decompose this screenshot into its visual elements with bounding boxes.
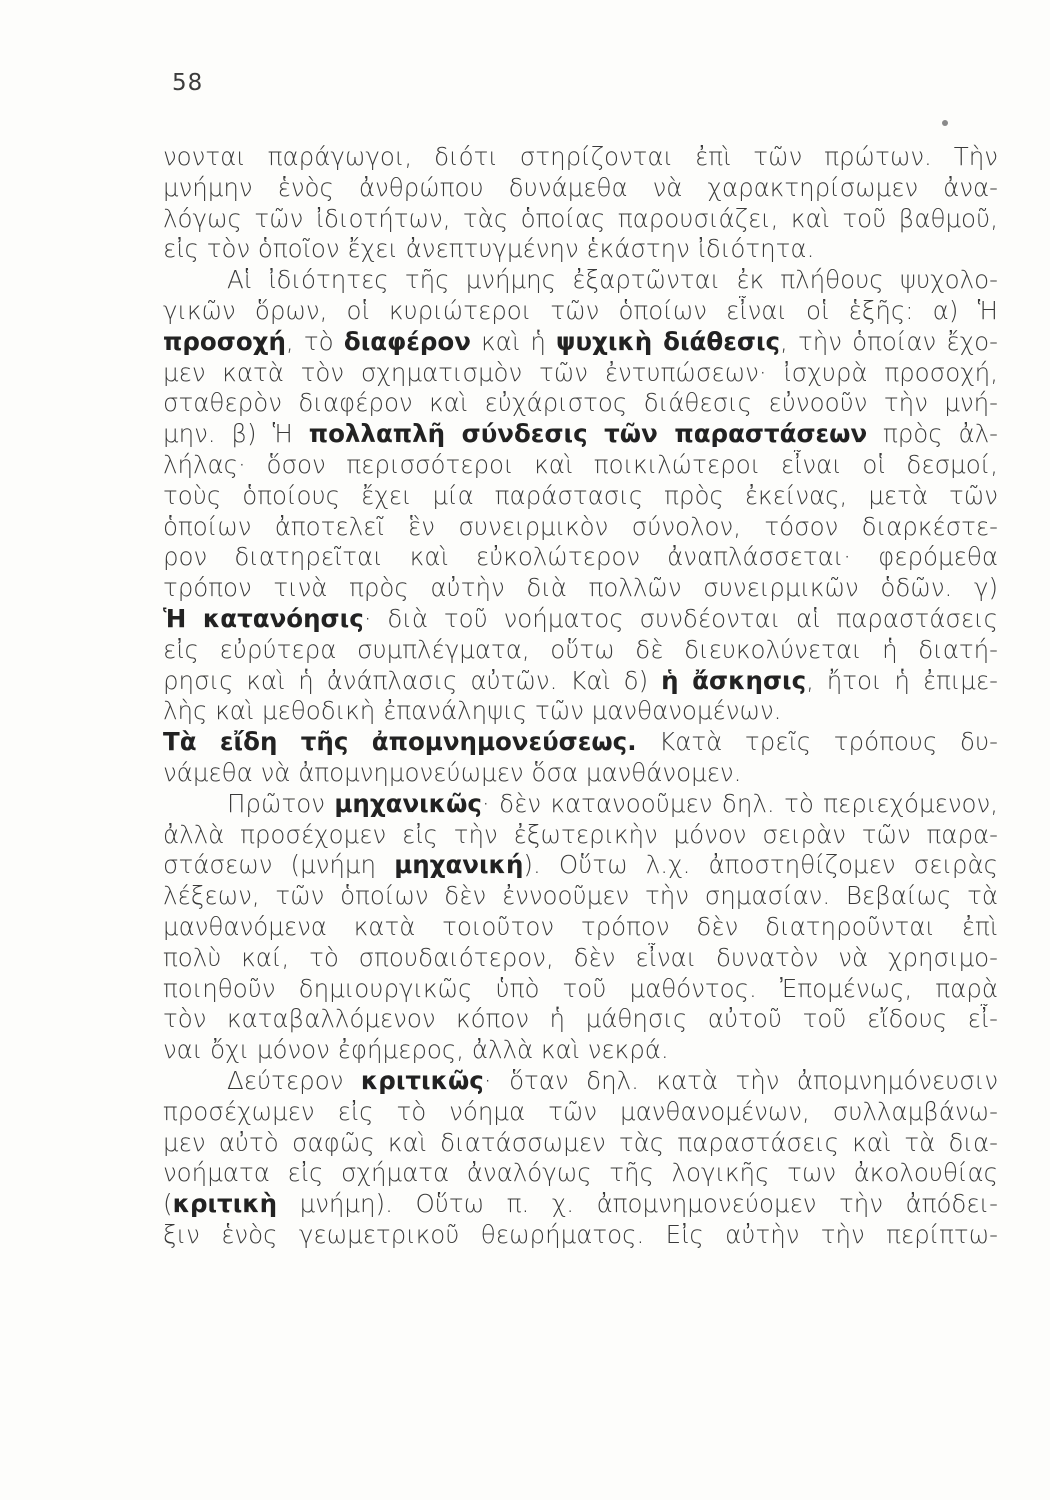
text-line: λήλας· ὅσον περισσότεροι καὶ ποικιλώτεροι εἶναι οἱ δεσμοί,	[163, 449, 998, 479]
text-line: μεν κατὰ τὸν σχηματισμὸν τῶν ἐντυπώσεων· ἰσχυρὰ προσοχή,	[163, 357, 998, 387]
text-line: νοήματα εἰς σχήματα ἀναλόγως τῆς λογικῆς των ἀκολουθίας	[163, 1158, 998, 1188]
text-line: Τὰ εἴδη τῆς ἀπομνημονεύσεως. Κατὰ τρεῖς τρόπους δυ-	[163, 727, 998, 757]
text-line: τοὺς ὁποίους ἔχει μία παράστασις πρὸς ἐκείνας, μετὰ τῶν	[163, 480, 998, 510]
page-number: 58	[172, 70, 204, 96]
body-text	[163, 142, 998, 1251]
text-line: μην. β) Ἡ πολλαπλῆ σύνδεσις τῶν παραστάσεων πρὸς ἀλ-	[163, 419, 998, 449]
text-line: νάμεθα νὰ ἀπομνημονεύωμεν ὅσα μανθάνομεν.	[163, 757, 742, 787]
bold-term: προσοχή	[163, 326, 286, 356]
text-line: ὁποίων ἀποτελεῖ ἓν συνειρμικὸν σύνολον, τόσον διαρκέστε-	[163, 511, 998, 541]
text-line: γικῶν ὅρων, οἱ κυριώτεροι τῶν ὁποίων εἶναι οἱ ἑξῆς: α) Ἡ	[163, 295, 998, 325]
text-line: εἰς τὸν ὁποῖον ἔχει ἀνεπτυγμένην ἑκάστην ἰδιότητα.	[163, 234, 815, 264]
text-line: μνήμην ἑνὸς ἀνθρώπου δυνάμεθα νὰ χαρακτηρίσωμεν ἀνα-	[163, 172, 998, 202]
text-line: Αἱ ἰδιότητες τῆς μνήμης ἐξαρτῶνται ἐκ πλήθους ψυχολο-	[227, 265, 998, 295]
text-line: μεν αὐτὸ σαφῶς καὶ διατάσσωμεν τὰς παραστάσεις καὶ τὰ δια-	[163, 1127, 998, 1157]
text-line: προσέχωμεν εἰς τὸ νόημα τῶν μανθανομένων, συλλαμβάνω-	[163, 1096, 998, 1126]
bold-term: μηχανικῶς	[334, 788, 482, 818]
text-line: Ἡ κατανόησις· διὰ τοῦ νοήματος συνδέονται αἱ παραστάσεις	[163, 603, 998, 633]
text-line: νονται παράγωγοι, διότι στηρίζονται ἐπὶ τῶν πρώτων. Τὴν	[163, 142, 998, 171]
text-line: (κριτικὴ μνήμη). Οὕτω π. χ. ἀπομνημονεύομεν τὴν ἀπόδει-	[163, 1189, 998, 1219]
text-line: πολὺ καί, τὸ σπουδαιότερον, δὲν εἶναι δυνατὸν νὰ χρησιμο-	[163, 942, 998, 972]
bold-term: Τὰ εἴδη τῆς ἀπομνημονεύσεως.	[163, 727, 637, 757]
bold-term: ἡ ἄσκησις	[661, 665, 807, 695]
text-line: ρον διατηρεῖται καὶ εὐκολώτερον ἀναπλάσσεται· φερόμεθα	[163, 542, 998, 572]
text-line: στάσεων (μνήμη μηχανική). Οὕτω λ.χ. ἀποστηθίζομεν σειρὰς	[163, 850, 998, 880]
text-line: λέξεων, τῶν ὁποίων δὲν ἐννοοῦμεν τὴν σημασίαν. Βεβαίως τὰ	[163, 881, 998, 911]
bold-term: μηχανική	[394, 850, 524, 880]
text-line: λόγως τῶν ἰδιοτήτων, τὰς ὁποίας παρουσιάζει, καὶ τοῦ βαθμοῦ,	[163, 203, 998, 233]
text-line: ναι ὄχι μόνον ἐφήμερος, ἀλλὰ καὶ νεκρά.	[163, 1035, 669, 1065]
text-line: τὸν καταβαλλόμενον κόπον ἡ μάθησις αὐτοῦ τοῦ εἴδους εἶ-	[163, 1004, 998, 1034]
text-line: σταθερὸν διαφέρον καὶ εὐχάριστος διάθεσις εὐνοοῦν τὴν μνή-	[163, 388, 998, 418]
bold-term: ψυχικὴ διάθεσις	[556, 326, 781, 356]
text-line: Δεύτερον κριτικῶς· ὅταν δηλ. κατὰ τὴν ἀπομνημόνευσιν	[227, 1065, 998, 1095]
bold-term: διαφέρον	[343, 326, 471, 356]
text-line: προσοχή, τὸ διαφέρον καὶ ἡ ψυχικὴ διάθεσις, τὴν ὁποίαν ἔχο-	[163, 326, 998, 356]
ink-speck	[942, 120, 948, 126]
bold-term: πολλαπλῆ σύνδεσις τῶν παραστάσεων	[308, 419, 868, 449]
text-line: εἰς εὐρύτερα συμπλέγματα, οὕτω δὲ διευκολύνεται ἡ διατή-	[163, 634, 998, 664]
text-line: ξιν ἑνὸς γεωμετρικοῦ θεωρήματος. Εἰς αὐτὴν τὴν περίπτω-	[163, 1219, 998, 1249]
text-line: ρησις καὶ ἡ ἀνάπλασις αὐτῶν. Καὶ δ) ἡ ἄσκησις, ἤτοι ἡ ἐπιμε-	[163, 665, 998, 695]
text-line: Πρῶτον μηχανικῶς· δὲν κατανοοῦμεν δηλ. τὸ περιεχόμενον,	[227, 788, 998, 818]
text-line: λὴς καὶ μεθοδικὴ ἐπανάληψις τῶν μανθανομένων.	[163, 696, 782, 726]
bold-term: Ἡ κατανόησις	[163, 603, 364, 633]
bold-term: κριτικῶς	[360, 1065, 484, 1095]
text-line: τρόπον τινὰ πρὸς αὐτὴν διὰ πολλῶν συνειρμικῶν ὁδῶν. γ)	[163, 573, 998, 603]
bold-term: κριτικὴ	[172, 1189, 278, 1219]
text-line: ποιηθοῦν δημιουργικῶς ὑπὸ τοῦ μαθόντος. Ἐπομένως, παρὰ	[163, 973, 998, 1003]
text-line: μανθανόμενα κατὰ τοιοῦτον τρόπον δὲν διατηροῦνται ἐπὶ	[163, 911, 998, 941]
text-line: ἀλλὰ προσέχομεν εἰς τὴν ἐξωτερικὴν μόνον σειρὰν τῶν παρα-	[163, 819, 998, 849]
